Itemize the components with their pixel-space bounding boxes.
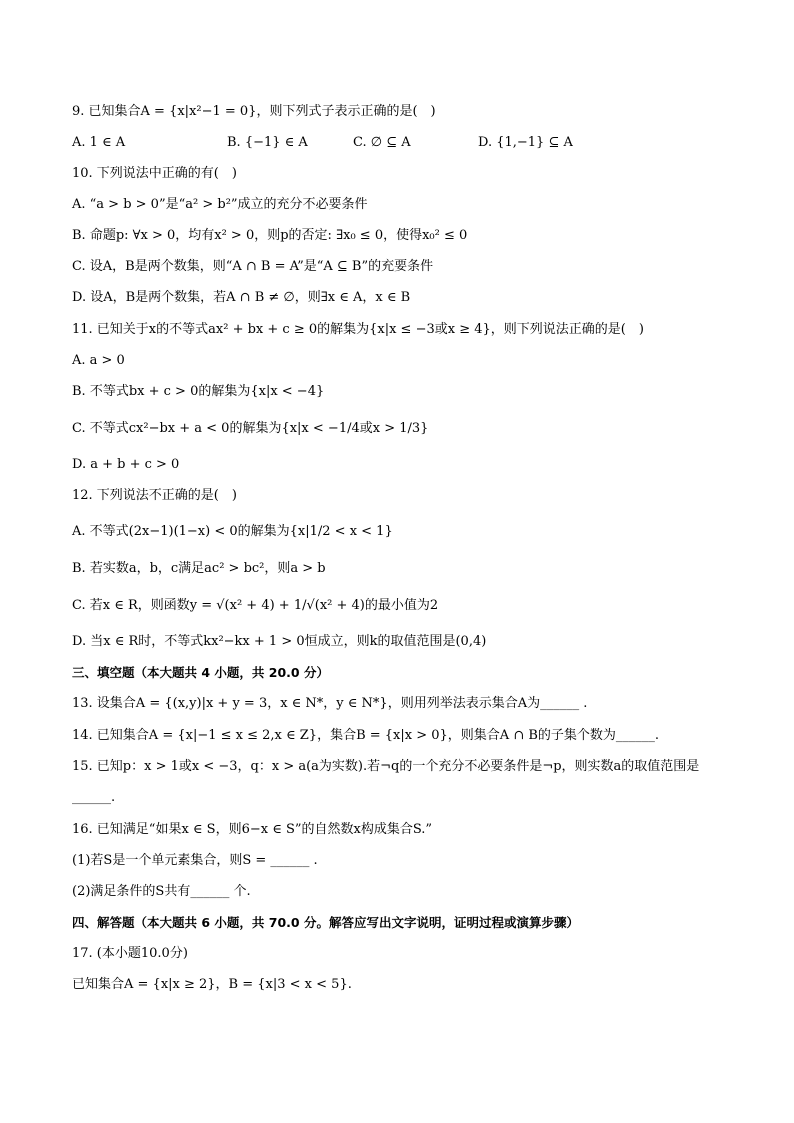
- question-12-option-d: D. 当x ∈ R时，不等式kx²−kx + 1 > 0恒成立，则k的取值范围是(0,4): [72, 634, 487, 649]
- question-10-option-c: C. 设A，B是两个数集，则“A ∩ B = A”是“A ⊆ B”的充要条件: [72, 259, 434, 274]
- section-heading-answer: 四、解答题（本大题共 6 小题，共 70.0 分。解答应写出文字说明，证明过程或演算步骤）: [72, 915, 579, 930]
- option-b: B. {−1} ∈ A: [227, 135, 308, 150]
- question-11: 11. 已知关于x的不等式ax² + bx + c ≥ 0的解集为{x|x ≤ −3或x ≥ 4}，则下列说法正确的是( ): [72, 322, 644, 337]
- question-16-part-1: (1)若S是一个单元素集合，则S = ______ .: [72, 853, 318, 868]
- question-15-blank: ______.: [72, 790, 116, 805]
- question-10: 10. 下列说法中正确的有( ): [72, 166, 237, 181]
- question-12-option-a: A. 不等式(2x−1)(1−x) < 0的解集为{x|1/2 < x < 1}: [72, 524, 393, 539]
- question-11-option-c: C. 不等式cx²−bx + a < 0的解集为{x|x < −1/4或x > 1/3}: [72, 421, 429, 436]
- question-15: 15. 已知p：x > 1或x < −3，q：x > a(a为实数).若¬q的一个充分不必要条件是¬p，则实数a的取值范围是: [72, 759, 700, 774]
- option-c: C. ∅ ⊆ A: [353, 135, 411, 150]
- question-11-option-b: B. 不等式bx + c > 0的解集为{x|x < −4}: [72, 384, 325, 399]
- question-12-option-b: B. 若实数a，b，c满足ac² > bc²，则a > b: [72, 561, 326, 576]
- question-17: 17. (本小题10.0分): [72, 946, 188, 961]
- option-d: D. {1,−1} ⊆ A: [478, 135, 573, 150]
- question-10-option-b: B. 命题p: ∀x > 0，均有x² > 0，则p的否定: ∃x₀ ≤ 0，使得x₀² ≤ 0: [72, 228, 468, 243]
- question-14: 14. 已知集合A = {x|−1 ≤ x ≤ 2,x ∈ Z}，集合B = {x|x > 0}，则集合A ∩ B的子集个数为______.: [72, 728, 660, 743]
- option-a: A. 1 ∈ A: [72, 135, 126, 150]
- question-11-option-d: D. a + b + c > 0: [72, 457, 180, 472]
- question-13: 13. 设集合A = {(x,y)|x + y = 3，x ∈ N*，y ∈ N*}，则用列举法表示集合A为______ .: [72, 696, 588, 711]
- question-9-options: [72, 134, 722, 152]
- question-16-part-2: (2)满足条件的S共有______ 个.: [72, 884, 251, 899]
- question-10-option-d: D. 设A，B是两个数集，若A ∩ B ≠ ∅，则∃x ∈ A，x ∈ B: [72, 290, 411, 305]
- question-16: 16. 已知满足“如果x ∈ S，则6−x ∈ S”的自然数x构成集合S.”: [72, 822, 433, 837]
- question-11-option-a: A. a > 0: [72, 353, 125, 368]
- question-12-option-c: C. 若x ∈ R，则函数y = √(x² + 4) + 1/√(x² + 4)的最小值为2: [72, 598, 439, 613]
- question-12: 12. 下列说法不正确的是( ): [72, 488, 237, 503]
- question-10-option-a: A. “a > b > 0”是“a² > b²”成立的充分不必要条件: [72, 197, 368, 212]
- question-17-stem: 已知集合A = {x|x ≥ 2}，B = {x|3 < x < 5}.: [72, 977, 352, 992]
- section-heading-fill-in: 三、填空题（本大题共 4 小题，共 20.0 分）: [72, 665, 329, 680]
- question-9: 9. 已知集合A = {x|x²−1 = 0}，则下列式子表示正确的是( ): [72, 104, 436, 119]
